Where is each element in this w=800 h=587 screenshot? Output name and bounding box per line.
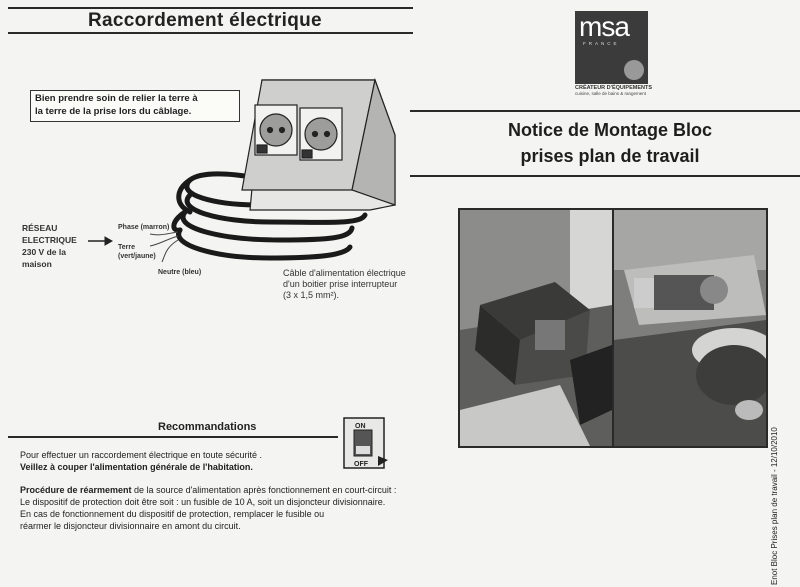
reco-line-3	[20, 484, 396, 496]
logo-caption-1: CRÉATEUR D'ÉQUIPEMENTS	[575, 85, 652, 91]
section-title: Raccordement électrique	[88, 10, 322, 31]
terre-line-2: (vert/jaune)	[118, 253, 156, 260]
photo-left-drawing	[460, 210, 612, 446]
logo-caption-2: cuisine, salle de bains & rangement	[575, 91, 647, 96]
reseau-line-1: RÉSEAU	[22, 223, 58, 233]
reco-line-5: En cas de fonctionnement du dispositif de protection, remplacer le fusible ou	[20, 509, 325, 519]
recommendations-rule	[8, 436, 338, 438]
reco-line-3-bold: Procédure de réarmement	[20, 485, 132, 495]
logo-dot	[624, 60, 644, 80]
cable-description	[283, 268, 423, 301]
switch-icon	[342, 416, 392, 474]
terre-line-1: Terre	[118, 244, 135, 251]
cable-line-1: Câble d'alimentation électrique	[283, 268, 406, 278]
phase-label: Phase (marron)	[118, 224, 170, 231]
neutre-label: Neutre (bleu)	[158, 269, 202, 276]
notice-title-line-2: prises plan de travail	[520, 146, 700, 166]
photo-right-drawing	[614, 210, 766, 446]
reco-line-3-rest: de la source d'alimentation après fonctionnement en court-circuit :	[131, 485, 397, 495]
photo-right	[612, 208, 768, 448]
warning-line-1: Bien prendre soin de relier la terre à	[35, 93, 198, 104]
right-rule-bottom	[410, 175, 800, 177]
right-rule-top	[410, 110, 800, 112]
reseau-label	[22, 222, 77, 270]
terre-label	[118, 243, 156, 261]
cable-line-2: d'un boitier prise interrupteur	[283, 279, 398, 289]
logo-sub: FRANCE	[583, 41, 620, 46]
reco-line-1: Pour effectuer un raccordement électrique en toute sécurité .	[20, 450, 262, 460]
switch-on-label: ON	[355, 423, 366, 430]
reseau-line-4: maison	[22, 259, 52, 269]
recommendations-title: Recommandations	[158, 421, 257, 433]
reco-line-2: Veillez à couper l'alimentation générale de l'habitation.	[20, 462, 253, 472]
side-footer-text: Enot Bloc Prises plan de travail - 12/10/2010	[770, 427, 779, 585]
socket-block	[242, 80, 395, 210]
cable-line-3: (3 x 1,5 mm²).	[283, 290, 340, 300]
arrow-icon	[88, 237, 112, 245]
switch-off-label: OFF	[354, 461, 368, 468]
reco-line-6: réarmer le disjoncteur divisionnaire en amont du circuit.	[20, 521, 241, 531]
reseau-line-2: ELECTRIQUE	[22, 235, 77, 245]
photo-left	[458, 208, 614, 448]
logo-text: msa	[579, 11, 629, 42]
msa-logo	[575, 11, 648, 84]
reco-line-4: Le dispositif de protection doit être soit : un fusible de 10 A, soit un disjoncteur divisionnaire.	[20, 497, 386, 507]
notice-title-line-1: Notice de Montage Bloc	[507, 120, 713, 140]
notice-title	[425, 117, 795, 169]
logo-caption	[575, 85, 660, 96]
reseau-line-3: 230 V de la	[22, 247, 66, 257]
warning-line-2: la terre de la prise lors du câblage.	[35, 106, 192, 117]
